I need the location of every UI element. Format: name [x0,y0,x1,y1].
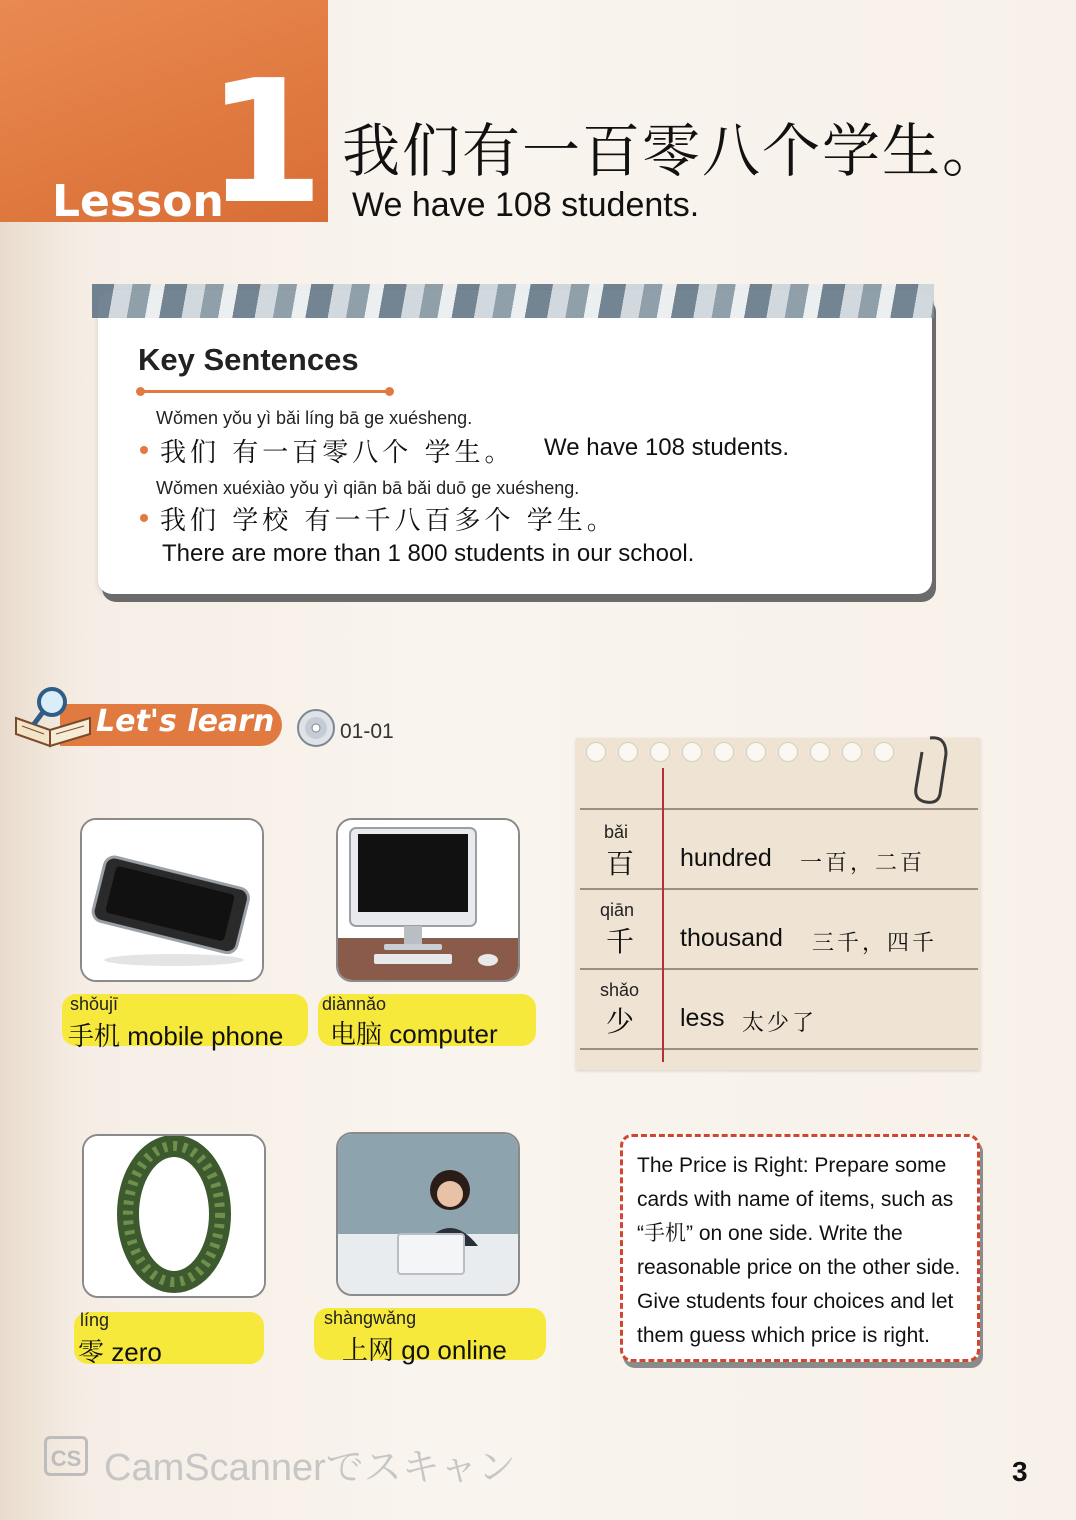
key-sentences-title: Key Sentences [138,342,359,377]
word-pinyin-bai: bǎi [604,822,629,842]
computer-image [336,818,520,982]
sentence-1-pinyin: Wǒmen yǒu yì bǎi líng bā ge xuésheng. [156,408,473,428]
notebook-rule [580,888,978,890]
mobile-phone-image [80,818,264,982]
sentence-2-english: There are more than 1 800 students in our school. [162,540,695,567]
camscanner-logo: CS [44,1436,88,1476]
lesson-title-chinese: 我们有一百零八个学生。 [342,117,1003,185]
notebook-rule [580,968,978,970]
vocab-chinese-shouji: 手机 [68,1022,121,1052]
notebook-hole [714,742,734,762]
word-pinyin-shao: shǎo [600,980,640,1000]
audio-track-number: 01-01 [340,720,394,743]
sentence-1-english: We have 108 students. [544,434,790,461]
notebook-hole [842,742,862,762]
vocab-pinyin-shouji: shǒujī [70,994,119,1014]
lesson-number: 1 [206,44,325,242]
word-example-qian: 三千，四千 [812,931,938,956]
decorative-tape-strip [92,284,934,318]
notebook-margin-line [662,768,664,1062]
word-example-bai: 一百，二百 [800,851,926,876]
notebook-rule [580,1048,978,1050]
book-magnifier-icon [12,684,94,748]
vocab-pinyin-shangwang: shàngwǎng [324,1308,417,1328]
title-underline [138,390,392,393]
word-english-hundred: hundred [680,844,772,872]
vocab-word-go-online [342,1330,507,1367]
activity-box: The Price is Right: Prepare some cards with name of items, such as “手机” on one side. Write the reasonable price on the other side. Give students four choices and let them guess which price is right. [620,1134,980,1362]
lesson-title-english: We have 108 students. [352,186,700,224]
vocab-english-mobile-phone: mobile phone [127,1021,284,1051]
vocab-english-go-online: go online [401,1335,507,1365]
notebook-hole [874,742,894,762]
cd-icon[interactable] [296,708,336,748]
lets-learn-label: Let's learn [96,704,275,739]
sentence-2-chinese: 我们 学校 有一千八百多个 学生。 [160,506,617,536]
bullet-icon [140,514,148,522]
word-chinese-shao: 少 [606,1005,635,1038]
lesson-word: Lesson [52,176,224,227]
sentence-1-chinese: 我们 有一百零八个 学生。 [160,438,515,468]
notebook-hole [586,742,606,762]
paper-clip-icon [900,732,956,808]
word-chinese-qian: 千 [606,925,635,958]
woman-laptop-image [336,1132,520,1296]
vocab-pinyin-diannao: diànnǎo [322,994,387,1014]
vocab-word-computer [330,1014,498,1051]
word-english-thousand: thousand [680,924,783,952]
notebook-hole [778,742,798,762]
notebook-hole [650,742,670,762]
vocab-chinese-shangwang: 上网 [342,1336,395,1366]
vocab-chinese-ling: 零 [78,1338,105,1368]
word-example-shao: 太少了 [742,1011,818,1036]
word-chinese-bai: 百 [606,847,635,880]
notebook-hole [618,742,638,762]
vocab-pinyin-ling: líng [80,1310,110,1330]
vocab-english-zero: zero [111,1337,162,1367]
vocab-word-zero [78,1332,162,1369]
camscanner-watermark: CamScannerでスキャン [104,1447,516,1489]
sentence-2-pinyin: Wǒmen xuéxiào yǒu yì qiān bā bǎi duō ge xuésheng. [156,478,580,498]
vocab-english-computer: computer [389,1019,498,1049]
bullet-icon [140,446,148,454]
word-pinyin-qian: qiān [600,900,635,920]
zero-wreath-image [82,1134,266,1298]
vocab-word-mobile-phone [68,1016,283,1053]
notebook-hole [682,742,702,762]
notebook-rule [580,808,978,810]
notebook-hole [746,742,766,762]
page-number: 3 [1012,1456,1028,1487]
vocab-chinese-diannao: 电脑 [330,1020,383,1050]
word-english-less: less [680,1004,725,1032]
notebook-hole [810,742,830,762]
